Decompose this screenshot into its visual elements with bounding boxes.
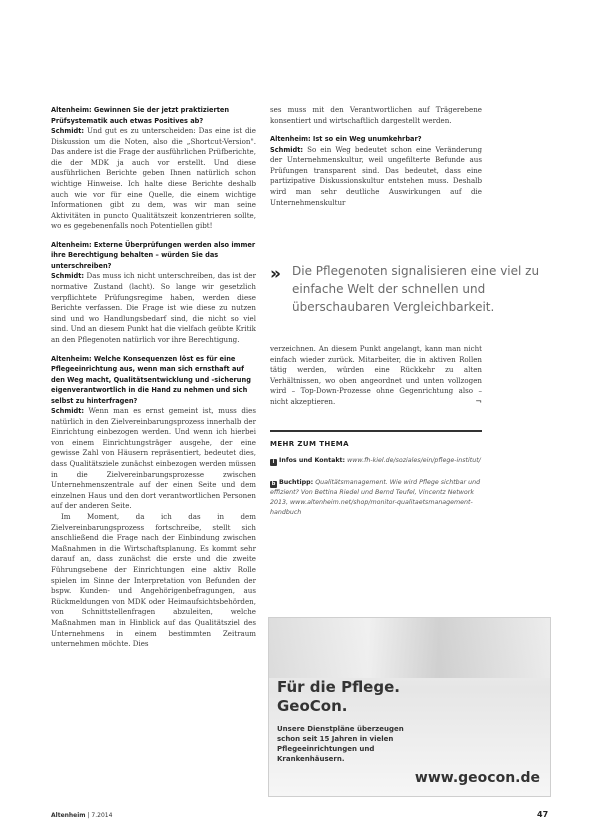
interview-answer bbox=[51, 271, 256, 345]
interview-block-4 bbox=[270, 134, 482, 208]
answer-text: Und gut es zu unterscheiden: Das eine ist die Diskussion um die Noten, also die „Shortcut-Version". Das andere ist die Frage der ausführlichen Prüfberichte, die der MDK ja auch vor erstellt. Und diese ausführlichen Berichte geben Ihnen natürlich schon wichtige Hinweise. Ich halte diese Berichte deshalb auch wie vor für eine Quelle, die einem wichtige Informationen gibt zu dem, was wir man seine Aktivitäten in puncto Qualitätszeit konzentrieren sollte, wo es gegebenenfalls noch Potentiellen gibt! bbox=[51, 126, 256, 231]
pull-quote-text: Die Pflegenoten signalisieren eine viel zu einfache Welt der schnellen und überschaubaren Vergleichbarkeit. bbox=[292, 264, 540, 314]
answer-text: verzeichnen. An diesem Punkt angelangt, kann man nicht einfach wieder zurück. Mitarbeiter, die in aktiven Rollen tätig werden, würden eine Rückkehr zu alten Verhältnissen, wo oben angeordnet und unten vollzogen wird – Top-Down-Prozesse ohne Gegenrichtung also – nicht akzeptieren. bbox=[270, 344, 482, 406]
answer-continuation: Im Moment, da ich das in dem Zielvereinbarungsprozess fortschreibe, stellt sich anschließend die Frage nach der Einbindung zwischen Maßnahmen in die Wirtschaftsplanung. Es kommt sehr darauf an, dass zunächst die erste und die zweite Führungsebene der Einrichtungen eine aktiv Rolle spielen im Sinne der Interpretation von Befunden der bspw. Kunden- und Angehörigenbefragungen, aus Rückmeldungen von MDK oder Heimaufsichtsbehörden, von Schnittstellenfragen abzuleiten, welche Maßnahmen man in Hinblick auf das Qualitätsziel des Unternehmens in einem bestimmten Zeitraum unternehmen möchte. Dies bbox=[51, 512, 256, 649]
answer-text: Wenn man es ernst gemeint ist, muss dies natürlich in den Zielvereinbarungsprozess innerhalb der Einrichtung einbezogen werden. Und wenn ich hierbei von einem Einrichtungsträger ausgehe, der eine gewisse Zahl von Häusern repräsentiert, bedeutet dies, dass Qualitätsziele zunächst einbezogen werden müssen in die Zielvereinbarungsprozesse zwischen Unternehmenszentrale auf der einen Seite und dem einzelnen Haus und den dort verantwortlichen Personen auf der anderen Seite. bbox=[51, 406, 256, 511]
interview-question: Altenheim: Welche Konsequenzen löst es für eine Pflegeeinrichtung aus, wenn man sich ernsthaft auf den Weg macht, Qualitätsentwicklung und -sicherung eigenverantwortlich in die Hand zu nehmen und sich selbst zu hinterfragen? bbox=[51, 354, 251, 405]
answer-text: Das muss ich nicht unterschreiben, das ist der normative Zustand (lacht). So lange wir gesetzlich verpflichtete Prüfungsregime haben, werden diese Berichte verfassen. Die Frage ist wie diese zu nutzen sind und wo Handlungsbedarf sind, die nicht so viel sind. Und an diesem Punkt hat die vielfach geübte Kritik an den Pflegenoten natürlich vor ihre Berechtigung. bbox=[51, 271, 256, 344]
magazine-name: Altenheim bbox=[51, 812, 86, 819]
speaker-label: Schmidt: bbox=[51, 127, 84, 135]
answer-text: So ein Weg bedeutet schon eine Veränderung der Unternehmenskultur, weil ungefilterte Befunde aus Prüfungen transparent sind. Das bedeutet, dass eine partizipative Diskussionskultur entstehen muss. Deshalb wird man sehr deutliche Auswirkungen auf die Unternehmenskultur bbox=[270, 144, 482, 207]
speaker-label: Schmidt: bbox=[51, 407, 84, 416]
ad-background-image bbox=[269, 618, 551, 678]
interview-block-2 bbox=[51, 240, 256, 346]
info-icon: i bbox=[270, 459, 277, 466]
speaker-label: Schmidt: bbox=[51, 272, 84, 281]
ad-text-line: schon seit 15 Jahren in vielen bbox=[277, 735, 394, 743]
right-column-continued bbox=[270, 344, 482, 408]
interview-answer bbox=[51, 406, 256, 512]
ad-text-line: Pflegeeinrichtungen und bbox=[277, 745, 375, 753]
advertisement[interactable] bbox=[268, 617, 551, 797]
continued-text: ses muss mit den Verantwortlichen auf Trägerebene konsentiert und wirtschaftlich dargestellt werden. bbox=[270, 105, 482, 125]
interview-answer bbox=[51, 126, 256, 232]
ad-url-link[interactable]: www.geocon.de bbox=[414, 770, 540, 786]
more-item-book bbox=[270, 478, 482, 518]
quote-mark-icon: » bbox=[270, 264, 278, 284]
interview-block-3 bbox=[51, 354, 256, 650]
ad-headline bbox=[277, 678, 400, 716]
end-mark-icon: ¬ bbox=[475, 396, 482, 406]
interview-question: Altenheim: Gewinnen Sie der jetzt praktizierten Prüfsystematik auch etwas Positives ab? bbox=[51, 106, 230, 125]
ad-headline-line: Für die Pflege. bbox=[277, 678, 400, 696]
footer-magazine bbox=[51, 812, 112, 819]
interview-answer bbox=[270, 145, 482, 209]
pull-quote bbox=[270, 262, 560, 316]
interview-question: Altenheim: Ist so ein Weg unumkehrbar? bbox=[270, 135, 422, 144]
more-item-label: Infos und Kontakt: bbox=[279, 457, 346, 464]
ad-text-line: Unsere Dienstpläne überzeugen bbox=[277, 725, 404, 733]
right-column bbox=[270, 105, 482, 216]
book-icon: b bbox=[271, 481, 276, 487]
more-item-link[interactable]: www.fh-kiel.de/soziales/ein/pflege-institut/ bbox=[347, 457, 481, 464]
page-number: 47 bbox=[537, 810, 549, 819]
more-item-text[interactable]: Qualitätsmanagement. Wie wird Pflege sichtbar und effizient? Von Bettina Riedel und Bernd Teufel, Vincentz Network 2013, www.altenheim.net/shop/monitor-qualitaetsmanagement-handbuch bbox=[270, 479, 481, 516]
ad-body-text bbox=[277, 724, 404, 764]
more-item-label: Buchtipp: bbox=[279, 479, 314, 486]
interview-block-1 bbox=[51, 105, 256, 232]
interview-question: Altenheim: Externe Überprüfungen werden also immer ihre Berechtigung behalten – würden Sie das unterschreiben? bbox=[51, 240, 256, 270]
left-column bbox=[51, 105, 256, 658]
ad-text-line: Krankenhäusern. bbox=[277, 755, 345, 763]
more-item-info bbox=[270, 456, 482, 466]
ad-headline-line: GeoCon. bbox=[277, 697, 348, 715]
answer-text-continued bbox=[270, 344, 482, 408]
issue-label: | 7.2014 bbox=[85, 812, 113, 819]
section-divider bbox=[270, 430, 482, 432]
speaker-label: Schmidt: bbox=[270, 145, 303, 154]
more-section-title: MEHR ZUM THEMA bbox=[270, 440, 349, 448]
continued-text-block bbox=[270, 105, 482, 126]
